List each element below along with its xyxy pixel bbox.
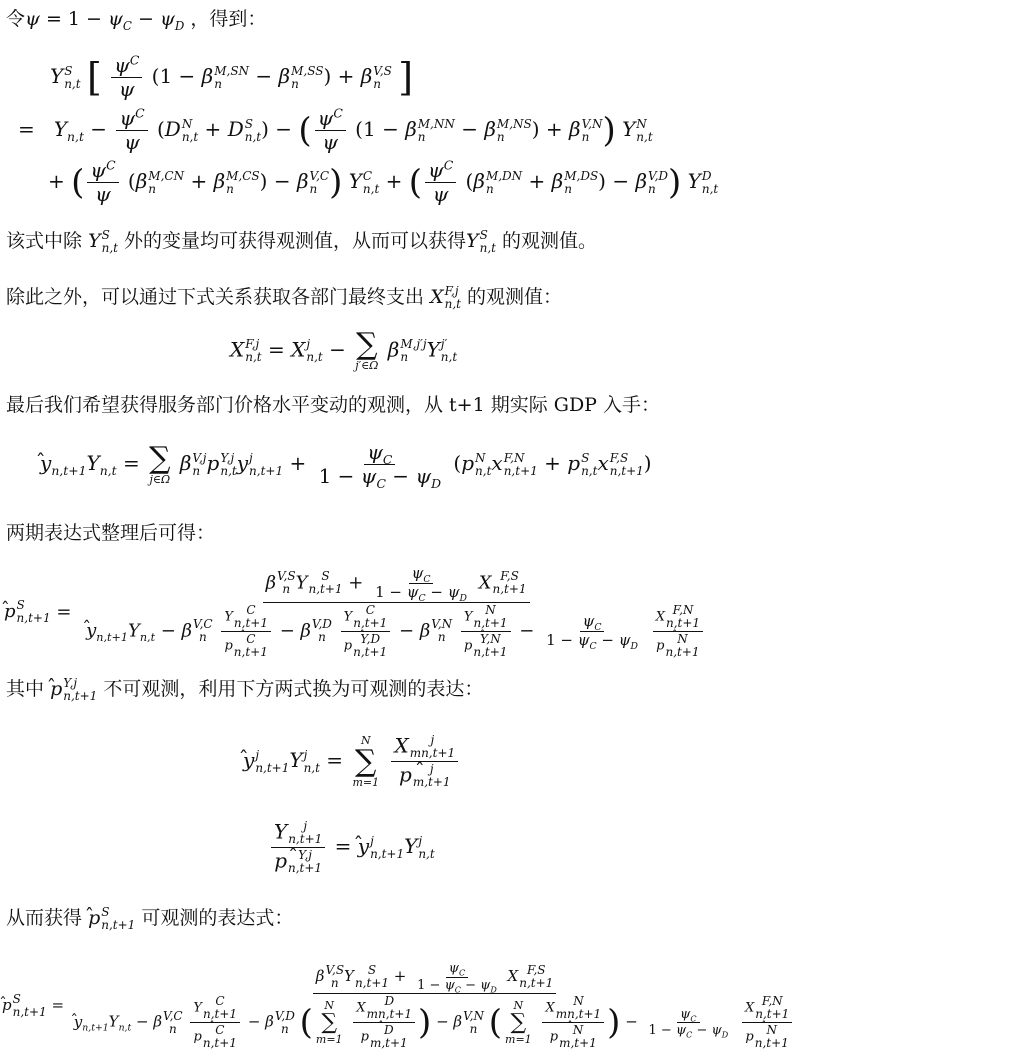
equation-1-line-2: = $Y_{n,t}$ − $\frac{\psi^C}{\psi}$ (D N n,t + D S n,t ) − ( $\frac{\psi^C}{\psi}$ (1 − β M,NN n − β M,NS n ) + β V,N n ) Y N n,t [18, 105, 653, 154]
equation-3: ̂ $y_{n,t+1}Y_{n,t}$ = ∑ j∈Ω β V,j n p Y,j n,t y j n,t+1 + $\frac{\psi_C}{1 - \psi_C - \psi_D}$ (p N n,t x F,N n,t+1 + p S n,t x F,S n,t+1 ) [40, 442, 797, 487]
equation-1-line-3: + ( $\frac{\psi^C}{\psi}$ (β M,CN n + β M,CS n ) − β V,C n ) Y C n,t + ( $\frac{\psi^C}{\psi}$ (β M,DN n + β M,DS n ) − β V,D n ) Y D n,t [48, 157, 719, 206]
equation-6: Y j n,t+1 ̂ p Y,j n,t+1 = ̂ y j n,t+1 Y j n,t [268, 820, 1025, 875]
paragraph-1: 该式中除 Y S n,t 外的变量均可获得观测值，从而可以获得Y S n,t 的观测值。 [6, 228, 598, 255]
equation-5: ̂ y j n,t+1 Y j n,t = N ∑ m=1 X j mn,t+1 ̂ p j m,t+1 [243, 734, 1000, 789]
equation-7: ̂ p S n,t+1 = β V,S n Y S n,t+1 + $\frac{\psi_C}{1 - \psi_C - \psi_D}$ X F,S n,t+1 ̂ $y_{n,t+1}Y_{n,t} - \beta$ V,C n Y C n,t+1 ̂ p C n,t+1 − β V,D n ( N ∑ m=1 X D mn,t+1 ̂ p D m,t+1 ) − β V,N n ( N ∑ m=1 X N mn,t+1 ̂ p N m,t+1 ) − $\frac{\psi_C}{1 - \psi_C - \psi_D}$ X F,N n,t+1 ̂ p N n,t+1 [2, 962, 759, 1050]
paragraph-2: 除此之外，可以通过下式关系获取各部门最终支出 X F,j n,t 的观测值： [6, 284, 563, 311]
paragraph-4: 两期表达式整理后可得： [6, 522, 216, 544]
paragraph-6: 从而获得 ̂ p S n,t+1 可观测的表达式： [6, 905, 763, 932]
intro-line: 令$\psi = 1 - \psi_C - \psi_D$ ，得到： [6, 8, 267, 33]
paragraph-3: 最后我们希望获得服务部门价格水平变动的观测，从 t+1 期实际 GDP 入手： [6, 394, 660, 416]
equation-2: X F,j n,t = X j n,t − ∑ j′∈Ω β M,j′j n Y j′ n,t [230, 327, 458, 372]
paragraph-5: 其中 ̂ p Y,j n,t+1 不可观测，利用下方两式换为可观测的表达： [6, 676, 763, 703]
equation-4: ̂ p S n,t+1 = β V,S n Y S n,t+1 + $\frac{\psi_C}{1 - \psi_C - \psi_D}$ X F,S n,t+1 ̂ $y_{n,t+1}Y_{n,t} - \beta$ V,C n Y C n,t+1 ̂ p C n,t+1 − β V,D n Y C n,t+1 ̂ p Y,D n,t+1 − β V,N n Y N n,t+1 ̂ p Y,N n,t+1 − $\frac{\psi_C}{1 - \psi_C - \psi_D}$ X F,N n,t+1 ̂ p N n,t+1 [4, 566, 761, 659]
equation-1-line-1: Y S n,t [ $\frac{\psi^C}{\psi}$ (1 − β M,SN n − β M,SS n ) + β V,S n ] [50, 52, 414, 101]
